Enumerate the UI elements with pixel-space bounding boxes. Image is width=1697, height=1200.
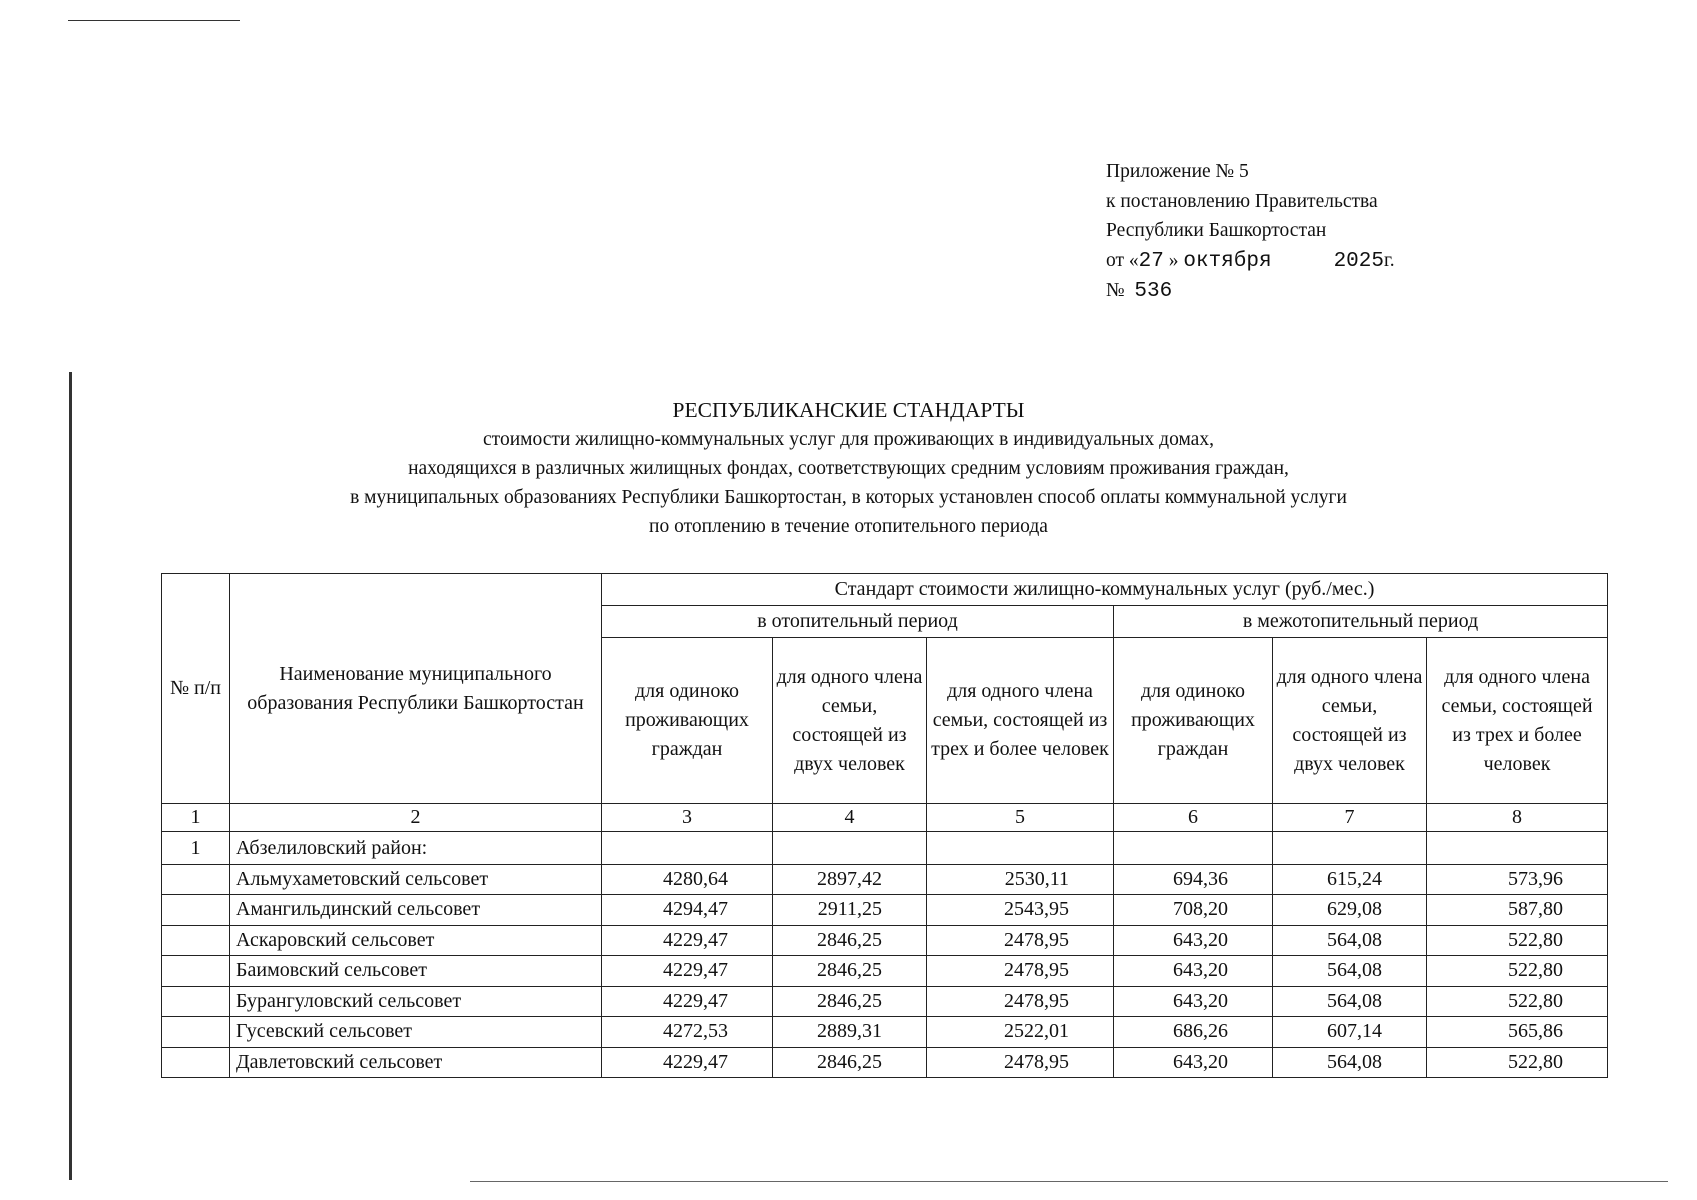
cost-value: 4280,64 (602, 864, 773, 895)
cost-value: 564,08 (1273, 986, 1427, 1017)
annex-date-prefix: от « (1106, 249, 1139, 271)
cost-value: 2889,31 (773, 1017, 927, 1048)
title-line-2: находящихся в различных жилищных фондах, соответствующих средним условиям проживания граждан, (408, 458, 1289, 479)
header-heating-single: для одиноко проживающих граждан (602, 638, 773, 804)
cost-value: 2846,25 (773, 1047, 927, 1078)
cost-value: 2543,95 (927, 895, 1114, 926)
document-title (0, 395, 1697, 541)
cost-value: 643,20 (1114, 956, 1273, 987)
row-index-cell (162, 925, 230, 956)
cost-value: 587,80 (1427, 895, 1608, 926)
cost-value: 2530,11 (927, 864, 1114, 895)
column-number-row (162, 804, 1608, 832)
header-nonheating-single: для одиноко проживающих граждан (1114, 638, 1273, 804)
header-nonheating-two: для одного члена семьи, состоящей из двух человек (1273, 638, 1427, 804)
row-index-cell (162, 986, 230, 1017)
settlement-name: Гусевский сельсовет (230, 1017, 602, 1048)
header-row-number: № п/п (162, 574, 230, 804)
cost-value: 643,20 (1114, 925, 1273, 956)
cost-value: 522,80 (1427, 956, 1608, 987)
cost-value: 564,08 (1273, 1047, 1427, 1078)
row-index-cell (162, 864, 230, 895)
header-heating-period: в отопительный период (602, 606, 1114, 638)
cost-value: 607,14 (1273, 1017, 1427, 1048)
cost-value: 522,80 (1427, 1047, 1608, 1078)
cost-value: 2846,25 (773, 925, 927, 956)
cost-value: 2478,95 (927, 956, 1114, 987)
column-number: 1 (162, 804, 230, 832)
header-heating-three: для одного члена семьи, состоящей из трех и более человек (927, 638, 1114, 804)
cost-value: 686,26 (1114, 1017, 1273, 1048)
cost-value: 708,20 (1114, 895, 1273, 926)
cost-value: 2897,42 (773, 864, 927, 895)
title-line-1: стоимости жилищно-коммунальных услуг для проживающих в индивидуальных домах, (483, 429, 1214, 450)
title-main: РЕСПУБЛИКАНСКИЕ СТАНДАРТЫ (672, 398, 1025, 422)
cost-value: 4229,47 (602, 956, 773, 987)
cost-value: 2478,95 (927, 925, 1114, 956)
table-row (162, 864, 1608, 895)
cost-value: 615,24 (1273, 864, 1427, 895)
annex-date-year: 2025 (1333, 249, 1384, 273)
row-index-cell (162, 956, 230, 987)
column-number: 3 (602, 804, 773, 832)
cost-value: 643,20 (1114, 986, 1273, 1017)
cost-value: 564,08 (1273, 956, 1427, 987)
title-line-3: в муниципальных образованиях Республики Башкортостан, в которых установлен способ оплаты коммунальной услуги (350, 487, 1347, 508)
cost-value: 694,36 (1114, 864, 1273, 895)
cost-value: 2478,95 (927, 986, 1114, 1017)
column-number: 8 (1427, 804, 1608, 832)
cost-value: 629,08 (1273, 895, 1427, 926)
cost-value: 643,20 (1114, 1047, 1273, 1078)
annex-line-1: Приложение № 5 (1106, 161, 1249, 182)
district-row (162, 832, 1608, 865)
settlement-name: Давлетовский сельсовет (230, 1047, 602, 1078)
cost-value: 2478,95 (927, 1047, 1114, 1078)
cost-value: 2522,01 (927, 1017, 1114, 1048)
cost-value: 4229,47 (602, 1047, 773, 1078)
settlement-name: Альмухаметовский сельсовет (230, 864, 602, 895)
annex-date (1106, 246, 1395, 277)
row-index-cell (162, 1047, 230, 1078)
cost-value: 522,80 (1427, 925, 1608, 956)
annex-line-2: к постановлению Правительства (1106, 190, 1378, 212)
cost-value: 565,86 (1427, 1017, 1608, 1048)
cost-value: 522,80 (1427, 986, 1608, 1017)
cost-value: 4229,47 (602, 986, 773, 1017)
table-row (162, 1017, 1608, 1048)
row-index-cell (162, 895, 230, 926)
table-row (162, 1047, 1608, 1078)
scan-line-bottom (470, 1181, 1668, 1182)
annex-date-month: октября (1183, 249, 1272, 273)
header-nonheating-period: в межотопительный период (1114, 606, 1608, 638)
standards-table (161, 573, 1608, 1078)
column-number: 6 (1114, 804, 1273, 832)
header-heating-two: для одного члена семьи, состоящей из двух человек (773, 638, 927, 804)
cost-value: 2846,25 (773, 956, 927, 987)
settlement-name: Аскаровский сельсовет (230, 925, 602, 956)
cost-value: 564,08 (1273, 925, 1427, 956)
district-index: 1 (162, 832, 230, 865)
cost-value: 4272,53 (602, 1017, 773, 1048)
cost-value: 4294,47 (602, 895, 773, 926)
scan-line-top (68, 20, 240, 21)
table-row (162, 925, 1608, 956)
annex-date-suffix: г. (1384, 249, 1395, 271)
district-name: Абзелиловский район: (230, 832, 602, 865)
annex-line-3: Республики Башкортостан (1106, 220, 1327, 241)
title-line-4: по отоплению в течение отопительного периода (649, 516, 1048, 537)
settlement-name: Амангильдинский сельсовет (230, 895, 602, 926)
table-row (162, 895, 1608, 926)
row-index-cell (162, 1017, 230, 1048)
column-number: 7 (1273, 804, 1427, 832)
column-number: 5 (927, 804, 1114, 832)
annex-number-value: 536 (1134, 280, 1173, 303)
annex-date-day: 27 (1138, 249, 1164, 273)
table-row (162, 986, 1608, 1017)
annex-date-mid: » (1163, 249, 1184, 271)
cost-value: 573,96 (1427, 864, 1608, 895)
cost-value: 4229,47 (602, 925, 773, 956)
column-number: 4 (773, 804, 927, 832)
annex-header (1106, 157, 1395, 307)
header-standard-cost: Стандарт стоимости жилищно-коммунальных услуг (руб./мес.) (602, 574, 1608, 606)
cost-value: 2911,25 (773, 895, 927, 926)
cost-value: 2846,25 (773, 986, 927, 1017)
column-number: 2 (230, 804, 602, 832)
header-nonheating-three: для одного члена семьи, состоящей из трех и более человек (1427, 638, 1608, 804)
annex-number-label: № (1106, 280, 1125, 301)
header-municipality: Наименование муниципального образования Республики Башкортостан (230, 574, 602, 804)
annex-number (1106, 276, 1395, 307)
settlement-name: Баимовский сельсовет (230, 956, 602, 987)
settlement-name: Бурангуловский сельсовет (230, 986, 602, 1017)
table-row (162, 956, 1608, 987)
